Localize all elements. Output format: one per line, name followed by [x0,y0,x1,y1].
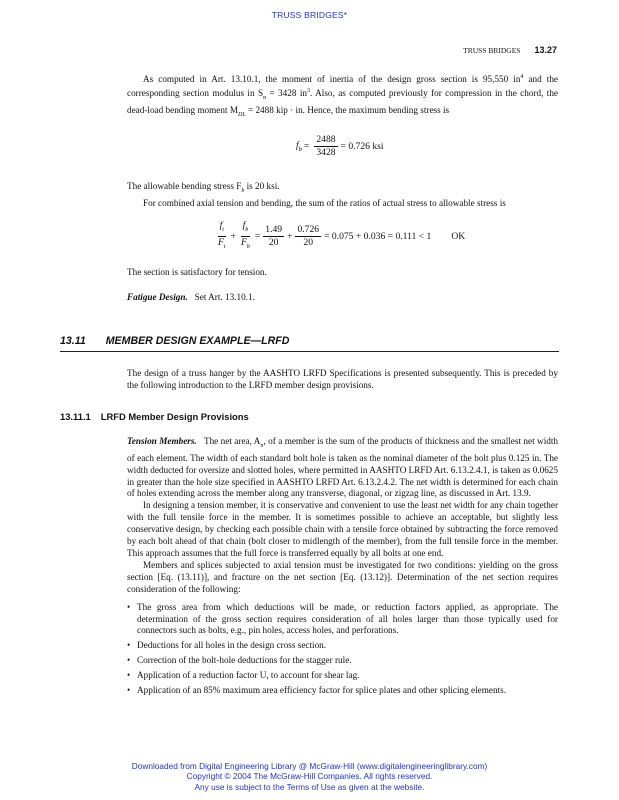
sub: DL [238,111,246,118]
denominator: 20 [303,236,314,248]
denominator: 3428 [316,147,336,158]
section-divider [60,351,559,352]
bullet-icon: • [127,655,131,666]
section-number: 13.11 [60,335,86,347]
sub: b [246,243,250,250]
running-head [463,45,557,55]
list-item-text: The gross area from which deductions will be made, or reduction factors applied, as appropriate. The determination of the gross section requires consideration of all holes larger than those typically used for connectors such as bolts, e.g., pin holes, access holes, and perforations. [137,601,558,636]
numerator: 1.49 [265,223,283,235]
subsection-heading [60,411,249,422]
sup: 3 [306,87,310,94]
sub: t [222,226,224,233]
sub: t [223,243,226,250]
operator: + [230,230,236,242]
list-item [127,685,558,697]
subsection-title: LRFD Member Design Provisions [100,411,249,422]
running-head-title: TRUSS BRIDGES [463,46,521,55]
equation-bending-stress: $f_b$ = $\frac{2488}{3428}$ = 0.726 ksi [296,134,384,158]
eq-rhs: = 0.726 ksi [340,141,384,152]
section-heading [60,335,289,347]
numerator: 2488 [316,134,336,145]
bullet-list [127,602,558,697]
text: The allowable bending stress F [127,181,242,191]
denominator: 20 [268,236,279,248]
numerator: 0.726 [297,223,320,235]
text: and the corresponding section modulus in S [127,74,558,99]
subsection-number: 13.11.1 [60,411,91,422]
page-number: 13.27 [534,45,557,55]
paragraph-design: In designing a tension member, it is conservative and convenient to use the least net width for any chain together with the full tensile force in the member. It is sometimes possible to achieve an acceptable, but slightly less conservative design, by checking each possible chain with a tensile force obtained by subtracting the force removed by each bolt ahead of that chain (bolt closer to midlength of the member), from the full tensile force in the member. This approach assumes that the full force is transferred equally by all bolts at one end. [127,500,558,558]
list-item [127,640,558,652]
text: As computed in Art. 13.10.1, the moment of inertia of the design gross section is 95,550 in [143,74,521,85]
operator: + [287,230,293,242]
sub: n [260,442,264,449]
run-in-heading: Tension Members. [127,436,197,446]
paragraph-section-intro [127,368,558,392]
eq-ok: OK [451,230,466,242]
bullet-icon: • [127,670,131,681]
page-banner: TRUSS BRIDGES* [271,10,348,20]
list-item-text: Application of an 85% maximum area efficiency factor for splice plates and other splicing elements. [137,685,506,696]
paragraph-satisfactory [127,267,558,279]
list-item [127,602,558,638]
list-item-text: Deductions for all holes in the design cross section. [137,640,327,651]
sub: n [263,94,267,101]
text: . Also, as computed previously for compression in the chord, the dead-load bending moment M [127,88,558,115]
sup: 4 [520,74,524,80]
fraction [314,134,337,159]
fraction [216,220,228,253]
fraction [239,220,252,253]
section-title: MEMBER DESIGN EXAMPLE—LRFD [105,335,290,347]
text: = 3428 in [266,88,307,99]
paragraph-fatigue [127,292,558,304]
text: The section is satisfactory for tension. [127,267,267,277]
text: is 20 ksi. [244,181,280,191]
body-tension-members [127,436,558,700]
paragraph-combined: For combined axial tension and bending, the sum of the ratios of actual stress to allowable stress is [143,197,506,208]
paragraph-allowable [127,181,558,210]
sub: b [245,226,249,233]
bullet-icon: • [127,601,131,612]
text: , of a member is the sum of the products of thickness and the smallest net width of each element. The width of each standard bolt hole is taken as the nominal diameter of the bolt plus 0.125 in. The width deducted for oversize and slotted holes, where permitted in AASHTO LRFD Art. 6.13.2.4.1, is taken as 0.0625 in greater than the hole size specified in AASHTO LRFD Art. 6.13.2.4.2. The net width is determined for each chain of holes extending across the member along any transverse, diagonal, or zigzag line, as discussed in Art. 13.9. [127,436,558,499]
footer-download-link[interactable]: Downloaded from Digital Engineering Library @ McGraw-Hill (www.digitalengineeringlibrary.com) [131,761,488,771]
list-item [127,655,558,667]
fraction [295,224,321,249]
text: The design of a truss hanger by the AASHTO LRFD Specifications is presented subsequently. This is preceded by the following introduction to the LRFD member design provisions. [127,368,558,390]
bullet-icon: • [127,640,131,651]
denominator: F [218,236,224,248]
text: = 2488 kip · in. Hence, the maximum bending stress is [245,104,450,115]
list-item-text: Correction of the bolt-hole deductions for the stagger rule. [137,655,352,666]
list-item [127,670,558,682]
sub: b [241,187,245,194]
equation-combined-ratio [213,220,465,253]
footer-terms-link[interactable]: Any use is subject to the Terms of Use as given at the website. [194,781,425,792]
run-in-heading: Fatigue Design. [127,292,188,302]
footer [0,761,619,792]
paragraph-moment-of-inertia [127,72,558,122]
eq-sub: b [298,145,302,153]
paragraph-members: Members and splices subjected to axial tension must be investigated for two conditions: yielding on the gross section [Eq. (13.11)], and fracture on the net section [Eq. (13.12)]. Determination of the net section requires consideration of the following: [127,559,558,594]
footer-copyright: Copyright © 2004 The McGraw-Hill Companies. All rights reserved. [186,771,433,782]
list-item-text: Application of a reduction factor U, to account for shear lag. [137,670,360,681]
operator: = [254,230,261,242]
bullet-icon: • [127,685,131,696]
text: The net area, A [203,436,261,446]
fraction [263,224,284,249]
denominator: F [240,236,247,248]
numerator: f [242,220,246,231]
eq-rhs: = 0.075 + 0.036 = 0.111 < 1 [324,230,432,242]
eq-symbol: f [296,140,299,152]
text: Set Art. 13.10.1. [194,292,255,302]
numerator: f [219,220,223,231]
